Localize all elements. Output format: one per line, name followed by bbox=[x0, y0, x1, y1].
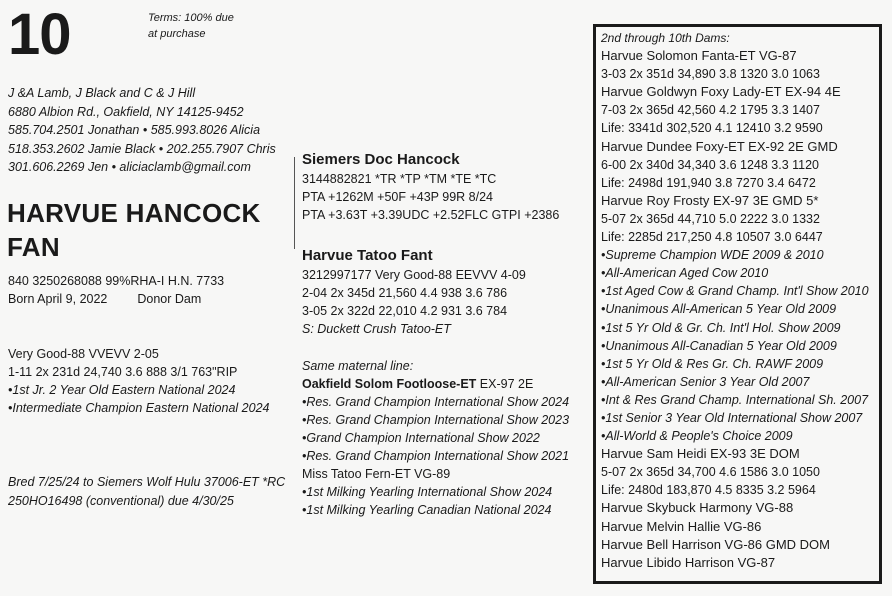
dam-line: 3-05 2x 322d 22,010 4.2 931 3.6 784 bbox=[302, 304, 508, 318]
bred-line: 250HO16498 (conventional) due 4/30/25 bbox=[8, 493, 234, 508]
sale-terms bbox=[148, 10, 234, 42]
sire-block bbox=[302, 150, 559, 224]
dam-ancestor-name: Harvue Melvin Hallie VG-86 bbox=[601, 518, 762, 534]
lot-number: 10 bbox=[8, 2, 71, 67]
breeding-info bbox=[8, 473, 285, 510]
dam-ancestor-award: •All-World & People's Choice 2009 bbox=[601, 429, 793, 444]
consignor-phone: 518.353.2602 Jamie Black • 202.255.7907 Chris bbox=[8, 141, 276, 156]
dam-ancestor-record: 6-00 2x 340d 34,340 3.6 1248 3.3 1120 bbox=[601, 157, 820, 172]
dam-ancestor-award: •Unanimous All-American 5 Year Old 2009 bbox=[601, 302, 837, 317]
dam-ancestor-award: •1st Senior 3 Year Old International Show 2007 bbox=[601, 410, 863, 425]
consignor-phone-email: 301.606.2269 Jen • aliciaclamb@gmail.com bbox=[8, 160, 251, 175]
dam-line: 3212997177 Very Good-88 EEVVV 4-09 bbox=[302, 268, 526, 282]
dam-block bbox=[302, 246, 526, 338]
maternal-heading: Same maternal line: bbox=[302, 359, 414, 373]
bred-line: Bred 7/25/24 to Siemers Wolf Hulu 37006-ET *RC bbox=[8, 475, 286, 489]
dams-heading: 2nd through 10th Dams: bbox=[601, 31, 730, 45]
maternal-animal-name: Oakfield Solom Footloose-ET bbox=[302, 377, 477, 391]
maternal-award: •1st Milking Yearling International Show 2024 bbox=[302, 485, 553, 499]
dam-ancestor-name: Harvue Skybuck Harmony VG-88 bbox=[601, 500, 794, 516]
dam-ancestor-award: •All-American Senior 3 Year Old 2007 bbox=[601, 374, 810, 389]
dam-ancestor-name: Harvue Goldwyn Foxy Lady-ET EX-94 4E bbox=[601, 84, 841, 100]
dam-ancestor-award: •1st 5 Yr Old & Gr. Ch. Int'l Hol. Show 2009 bbox=[601, 320, 841, 335]
lactation-record: 1-11 2x 231d 24,740 3.6 888 3/1 763"RIP bbox=[8, 365, 238, 379]
dam-ancestor-name: Harvue Bell Harrison VG-86 GMD DOM bbox=[601, 536, 830, 552]
maternal-animal bbox=[302, 375, 569, 393]
dam-ancestor-award: •1st 5 Yr Old & Res Gr. Ch. RAWF 2009 bbox=[601, 356, 824, 371]
dam-ancestor-record: Life: 2480d 183,870 4.5 8335 3.2 5964 bbox=[601, 483, 816, 498]
maternal-line-block bbox=[302, 357, 569, 519]
maternal-animal: Miss Tatoo Fern-ET VG-89 bbox=[302, 467, 451, 481]
dam-ancestor-name: Harvue Libido Harrison VG-87 bbox=[601, 554, 776, 570]
dam-name: Harvue Tatoo Fant bbox=[302, 247, 433, 264]
terms-line: Terms: 100% due bbox=[148, 12, 234, 24]
dam-ancestor-record: 5-07 2x 365d 34,700 4.6 1586 3.0 1050 bbox=[601, 465, 820, 480]
maternal-award: •1st Milking Yearling Canadian National 2024 bbox=[302, 503, 552, 517]
sire-line: PTA +1262M +50F +43P 99R 8/24 bbox=[302, 190, 493, 204]
sire-line: PTA +3.63T +3.39UDC +2.52FLC GTPI +2386 bbox=[302, 208, 560, 222]
dam-ancestor-award: •Int & Res Grand Champ. International Sh. 2007 bbox=[601, 392, 869, 407]
birth-info bbox=[8, 290, 224, 308]
award: •Intermediate Champion Eastern National 2024 bbox=[8, 401, 270, 415]
maternal-award: •Grand Champion International Show 2022 bbox=[302, 431, 540, 445]
consignor-phone: 585.704.2501 Jonathan • 585.993.8026 Alicia bbox=[8, 123, 261, 138]
consignor-address: 6880 Albion Rd., Oakfield, NY 14125-9452 bbox=[8, 104, 244, 119]
dam-ancestor-name: Harvue Roy Frosty EX-97 3E GMD 5* bbox=[601, 192, 819, 208]
dam-line: 2-04 2x 345d 21,560 4.4 938 3.6 786 bbox=[302, 286, 508, 300]
dam-ancestor-record: Life: 3341d 302,520 4.1 12410 3.2 9590 bbox=[601, 121, 823, 136]
dam-ancestor-record: 7-03 2x 365d 42,560 4.2 1795 3.3 1407 bbox=[601, 103, 820, 118]
dam-ancestor-award: •Supreme Champion WDE 2009 & 2010 bbox=[601, 248, 824, 263]
maternal-award: •Res. Grand Champion International Show 2024 bbox=[302, 395, 570, 409]
birth-date: Born April 9, 2022 bbox=[8, 292, 108, 306]
dam-ancestor-record: Life: 2498d 191,940 3.8 7270 3.4 6472 bbox=[601, 175, 816, 190]
dam-sire: S: Duckett Crush Tatoo-ET bbox=[302, 322, 451, 336]
animal-record bbox=[8, 345, 269, 417]
dams-list bbox=[601, 29, 869, 572]
animal-name bbox=[7, 196, 287, 264]
dam-ancestor-record: Life: 2285d 217,250 4.8 10507 3.0 6447 bbox=[601, 230, 823, 245]
consignor-names: J &A Lamb, J Black and C & J Hill bbox=[8, 86, 196, 100]
award: •1st Jr. 2 Year Old Eastern National 2024 bbox=[8, 383, 236, 397]
maternal-award: •Res. Grand Champion International Show 2021 bbox=[302, 449, 570, 463]
dam-ancestor-name: Harvue Sam Heidi EX-93 3E DOM bbox=[601, 446, 800, 462]
dam-ancestor-award: •All-American Aged Cow 2010 bbox=[601, 266, 769, 281]
donor-dam-label: Donor Dam bbox=[137, 292, 202, 306]
animal-name-line: HARVUE HANCOCK bbox=[7, 198, 261, 228]
terms-line: at purchase bbox=[148, 28, 206, 40]
consignor-contact bbox=[8, 84, 276, 177]
dam-ancestor-name: Harvue Dundee Foxy-ET EX-92 2E GMD bbox=[601, 138, 838, 154]
dam-ancestor-record: 3-03 2x 351d 34,890 3.8 1320 3.0 1063 bbox=[601, 67, 820, 82]
dam-ancestor-award: •1st Aged Cow & Grand Champ. Int'l Show 2010 bbox=[601, 284, 869, 299]
registration-id: 840 3250268088 99%RHA-I H.N. 7733 bbox=[8, 274, 225, 288]
sire-line: 3144882821 *TR *TP *TM *TE *TC bbox=[302, 172, 497, 186]
dam-ancestor-name: Harvue Solomon Fanta-ET VG-87 bbox=[601, 48, 797, 64]
dam-ancestor-record: 5-07 2x 365d 44,710 5.0 2222 3.0 1332 bbox=[601, 211, 820, 226]
sire-name: Siemers Doc Hancock bbox=[302, 151, 460, 168]
maternal-award: •Res. Grand Champion International Show 2023 bbox=[302, 413, 570, 427]
classification: Very Good-88 VVEVV 2-05 bbox=[8, 347, 159, 361]
animal-name-line: FAN bbox=[7, 232, 60, 262]
maternal-animal-class: EX-97 2E bbox=[476, 377, 534, 391]
pedigree-bracket bbox=[294, 157, 295, 249]
dam-ancestor-award: •Unanimous All-Canadian 5 Year Old 2009 bbox=[601, 338, 837, 353]
animal-identification bbox=[8, 272, 224, 308]
